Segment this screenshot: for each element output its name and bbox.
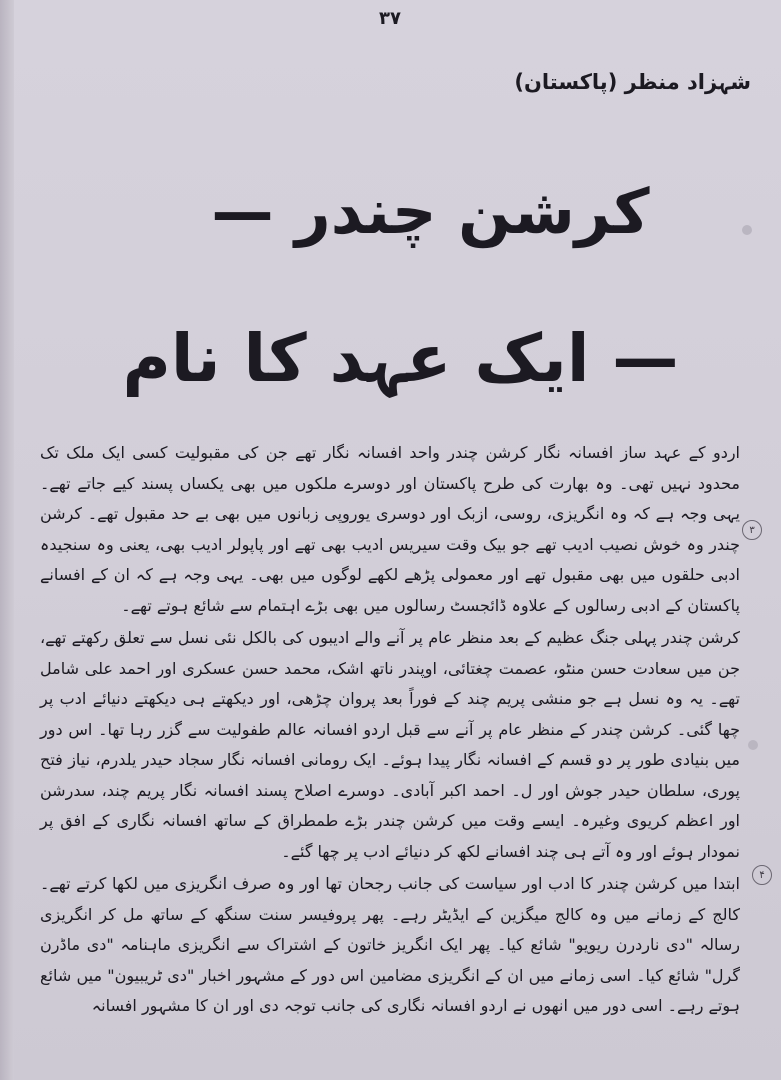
margin-mark: ۳ bbox=[742, 520, 762, 540]
title-line-1: کرشن چندر — bbox=[211, 175, 650, 248]
margin-mark: ۴ bbox=[752, 865, 772, 885]
page-edge-shadow bbox=[0, 0, 14, 1080]
page-number: ۳۷ bbox=[379, 8, 401, 29]
punch-hole bbox=[748, 740, 758, 750]
paragraph: ابتدا میں کرشن چندر کا ادب اور سیاست کی جانب رجحان تھا اور وہ صرف انگریزی میں لکھا کرتے تھے۔ کالج کے زمانے میں وہ کالج میگزین کے ایڈیٹر رہے۔ پھر پروفیسر سنت سنگھ کے ساتھ مل کر انگریزی رسالہ "دی ناردرن ریویو" شائع کیا۔ پھر ایک انگریز خاتون کے اشتراک سے انگریزی ماہنامہ "دی ماڈرن گرل" شائع کیا۔ اسی زمانے میں ان کے انگریزی مضامین اس دور کے مشہور اخبار "دی ٹریبیون" میں شائع ہوتے رہے۔ اسی دور میں انھوں نے اردو افسانہ نگاری کی جانب توجہ دی اور ان کا مشہور افسانہ bbox=[40, 874, 740, 1015]
paragraph: کرشن چندر پہلی جنگ عظیم کے بعد منظر عام پر آنے والے ادیبوں کی بالکل نئی نسل سے تعلق رکھتے تھے، جن میں سعادت حسن منٹو، عصمت چغتائی، اوپندر ناتھ اشک، محمد حسن عسکری اور احمد علی شامل تھے۔ یہ وہ نسل ہے جو منشی پریم چند کے فوراً بعد پروان چڑھی، اور دیکھتے ہی دیکھتے دنیائے ادب پر چھا گئی۔ کرشن چندر کے منظر عام پر آنے سے قبل اردو افسانہ عالم طفولیت سے گزر رہا تھا۔ اس دور میں بنیادی طور پر دو قسم کے افسانہ نگار پیدا ہوئے۔ ایک رومانی افسانہ نگار سجاد حیدر یلدرم، نیاز فتح پوری، سلطان حیدر جوش اور ل۔ احمد اکبر آبادی۔ دوسرے اصلاح پسند افسانہ نگار پریم چند، سدرشن اور اعظم کریوی وغیرہ۔ ایسے وقت میں کرشن چندر بڑے طمطراق کے ساتھ افسانہ نگاری کے افق پر نمودار ہوئے اور وہ آتے ہی چند افسانے لکھ کر دنیائے ادب پر چھا گئے۔ bbox=[40, 628, 740, 861]
article-body bbox=[40, 438, 740, 1024]
paragraph: اردو کے عہد ساز افسانہ نگار کرشن چندر واحد افسانہ نگار تھے جن کی مقبولیت کسی ایک ملک تک محدود نہیں تھی۔ وہ بھارت کی طرح پاکستان اور دوسرے ملکوں میں بھی یکساں پسند کیے جاتے تھے۔ یہی وجہ ہے کہ وہ انگریزی، روسی، ازبک اور دوسری یوروپی زبانوں میں بھی بے حد مقبول تھے۔ کرشن چندر وہ خوش نصیب ادیب تھے جو بیک وقت سیریس ادیب بھی تھے اور پاپولر ادیب بھی، یعنی وہ سنجیدہ ادبی حلقوں میں بھی مقبول تھے اور معمولی پڑھے لکھے لوگوں میں بھی۔ یہی وجہ ہے کہ ان کے افسانے پاکستان کے ادبی رسالوں کے علاوہ ڈائجسٹ رسالوں میں بھی بڑے اہتمام سے شائع ہوتے تھے۔ bbox=[40, 443, 740, 615]
author-byline: شہزاد منظر (پاکستان) bbox=[514, 70, 751, 94]
title-line-2: — ایک عہد کا نام bbox=[122, 320, 679, 397]
punch-hole bbox=[742, 225, 752, 235]
